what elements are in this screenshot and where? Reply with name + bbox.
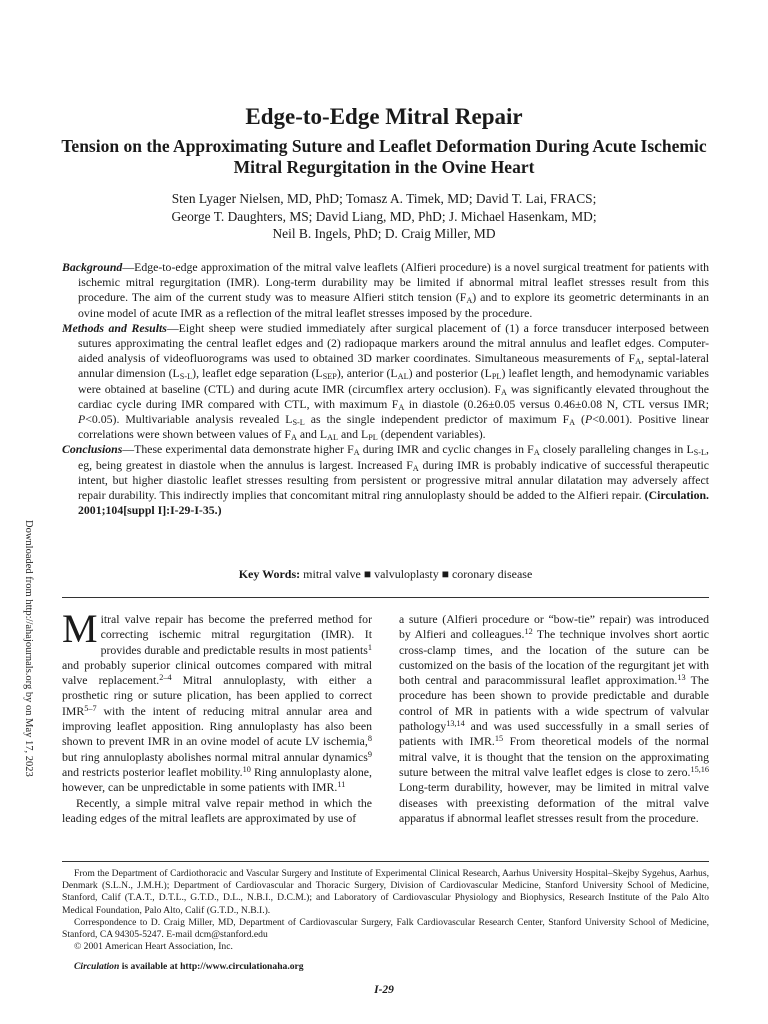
author-line: George T. Daughters, MS; David Liang, MD, PhD; J. Michael Hasenkam, MD; (171, 208, 597, 224)
citation: (Circulation. 2001;104[suppl I]:I-29-I-35.) (78, 488, 709, 518)
download-note: Downloaded from http://ahajournals.org by on May 17, 2023 (23, 520, 34, 777)
key-words-label: Key Words: (238, 567, 301, 581)
journal-name: Circulation (74, 961, 120, 973)
footnotes (62, 868, 709, 974)
keyword: coronary disease (451, 567, 533, 581)
availability-note (62, 961, 709, 973)
author-line: Neil B. Ingels, PhD; D. Craig Miller, MD (272, 226, 496, 241)
author-line: Sten Lyager Nielsen, MD, PhD; Tomasz A. Timek, MD; David T. Lai, FRACS; (171, 191, 597, 206)
keyword-separator: ■ (441, 567, 449, 581)
body-column-right (399, 612, 709, 826)
correspondence-note: Correspondence to D. Craig Miller, MD, Department of Cardiovascular Surgery, Falk Cardiovascular Research Center, Stanford University School of Medicine, Stanford, CA 94305-5247. E-mail dcm@stanford.edu (62, 916, 709, 941)
abstract-conclusions: Conclusions—These experimental data demonstrate higher $F_A$ during IMR and cyclic changes in $F_A$ closely paralleling changes in $L_{S-L}$, eg, being greatest in diastole when the annulus is largest. Increased $F_A$ during IMR is probably indicative of successful therapeutic intent, but higher diastolic leaflet stresses resulting from persistent or progressive mitral annular dilatation may adversely affect repair durability. This indirectly implies that concomitant mitral ring annuloplasty should be added to the Alfieri repair. (Circulation. 2001;104[suppl I]:I-29-I-35.) (62, 442, 709, 518)
body-paragraph: Mitral valve repair has become the preferred method for correcting ischemic mitral regurgitation (IMR). It provides durable and predictable results in most patients$^1$ and probably superior clinical outcomes compared with mitral valve replacement.$^{2-4}$ Mitral annuloplasty, with either a prosthetic ring or suture plication, has been applied to correct IMR$^{5-7}$ with the intent of reducing mitral annular area and improving leaflet apposition. Ring annuloplasty has also been shown to prevent IMR in an ovine model of acute LV ischemia,$^8$ but ring annuloplasty abolishes normal mitral annular dynamics$^9$ and restricts posterior leaflet mobility.$^{10}$ Ring annuloplasty alone, however, can be unpredictable in some patients with IMR.$^{11}$ (62, 606, 372, 795)
methods-heading: Methods and Results (62, 320, 167, 335)
article-subtitle: Tension on the Approximating Suture and Leaflet Deformation During Acute Ischemic Mitral Regurgitation in the Ovine Heart (61, 136, 707, 177)
journal-url[interactable]: is available at http://www.circulationaha.org (121, 961, 304, 973)
footnote-divider (62, 861, 709, 862)
copyright-note: © 2001 American Heart Association, Inc. (74, 941, 233, 953)
keyword: valvuloplasty (374, 567, 439, 581)
conclusions-heading: Conclusions (62, 442, 123, 457)
background-heading: Background (62, 260, 123, 274)
page-number: I-29 (374, 984, 394, 996)
abstract-methods: Methods and Results—Eight sheep were studied immediately after surgical placement of (1) a force transducer interposed between sutures approximating the central leaflet edges and (2) radiopaque markers around the mitral annulus and leaflet edges. Computer-aided analysis of videofluorograms was used to obtained 3D marker coordinates. Simultaneous measurements of $F_A$, septal-lateral annular dimension $(L_{S-L})$, leaflet edge separation $(L_{SEP})$, anterior $(L_{AL})$ and posterior $(L_{PL})$ leaflet length, and hemodynamic variables were obtained at baseline (CTL) and during acute IMR (circumflex artery occlusion). $F_A$ was significantly elevated throughout the cardiac cycle during IMR compared with CTL, with maximum $F_A$ in diastole (0.26±0.05 versus 0.46±0.08 N, CTL versus IMR; P<0.05). Multivariable analysis revealed $L_{S-L}$ as the single independent predictor of maximum $F_A$ (P<0.001). Positive linear correlations were shown between values of $F_A$ and $L_{AL}$ and $L_{PL}$ (dependent variables). (62, 320, 710, 443)
section-divider (62, 597, 709, 598)
body-paragraph: a suture (Alfieri procedure or “bow-tie” repair) was introduced by Alfieri and colleagues.$^{12}$ The technique involves short aortic cross-clamp times, and the location of the suture can be customized on the basis of the location of the regurgitant jet with both central and paracommissural leaflet approximation.$^{13}$ The procedure has been shown to provide predictable and durable control of MR in patients with a wide spectrum of valvular pathology$^{13,14}$ and was used successfully in a small series of patients with IMR.$^{15}$ From theoretical models of the normal mitral valve, it is thought that the tension on the approximating suture between the mitral valve leaflet edges is close to zero.$^{15,16}$ Long-term durability, however, may be limited in mitral valve diseases with preexisting deformation of the mitral valve apparatus if abnormal leaflet stresses result from the procedure. (399, 612, 709, 825)
abstract (62, 260, 709, 518)
article-title: Edge-to-Edge Mitral Repair (245, 104, 523, 129)
key-words (62, 567, 709, 582)
body-paragraph: Recently, a simple mitral valve repair method in which the leading edges of the mitral leaflets are approximated by use of (62, 795, 372, 825)
abstract-background: Background—Edge-to-edge approximation of the mitral valve leaflets (Alfieri procedure) is a novel surgical treatment for patients with ischemic mitral regurgitation (IMR). Long-term durability may be limited if abnormal mitral leaflet stresses result from this procedure. The aim of the current study was to measure Alfieri stitch tension $(F_A)$ and to explore its geometric determinants in an ovine model of acute IMR as a reflection of the mitral leaflet stresses imposed by the procedure. (62, 260, 709, 320)
author-list (80, 190, 688, 243)
keyword: mitral valve (303, 567, 361, 581)
affiliation-note: From the Department of Cardiothoracic and Vascular Surgery and Institute of Experimental Clinical Research, Aarhus University Hospital–Skejby Sygehus, Aarhus, Denmark (S.L.N., J.M.H.); Department of Cardiovascular and Thoracic Surgery, Division of Cardiovascular Medicine, Stanford University School of Medicine, Stanford, Calif (T.A.T., D.T.L., G.T.D., D.L., N.B.I., D.C.M.); and Laboratory of Cardiovascular Physiology and Biophysics, Research Institute of the Palo Alto Medical Foundation, Palo Alto, Calif (G.T.D., N.B.I.). (62, 868, 709, 916)
body-column-left (62, 606, 372, 826)
drop-cap: M (62, 606, 98, 651)
keyword-separator: ■ (363, 567, 372, 581)
